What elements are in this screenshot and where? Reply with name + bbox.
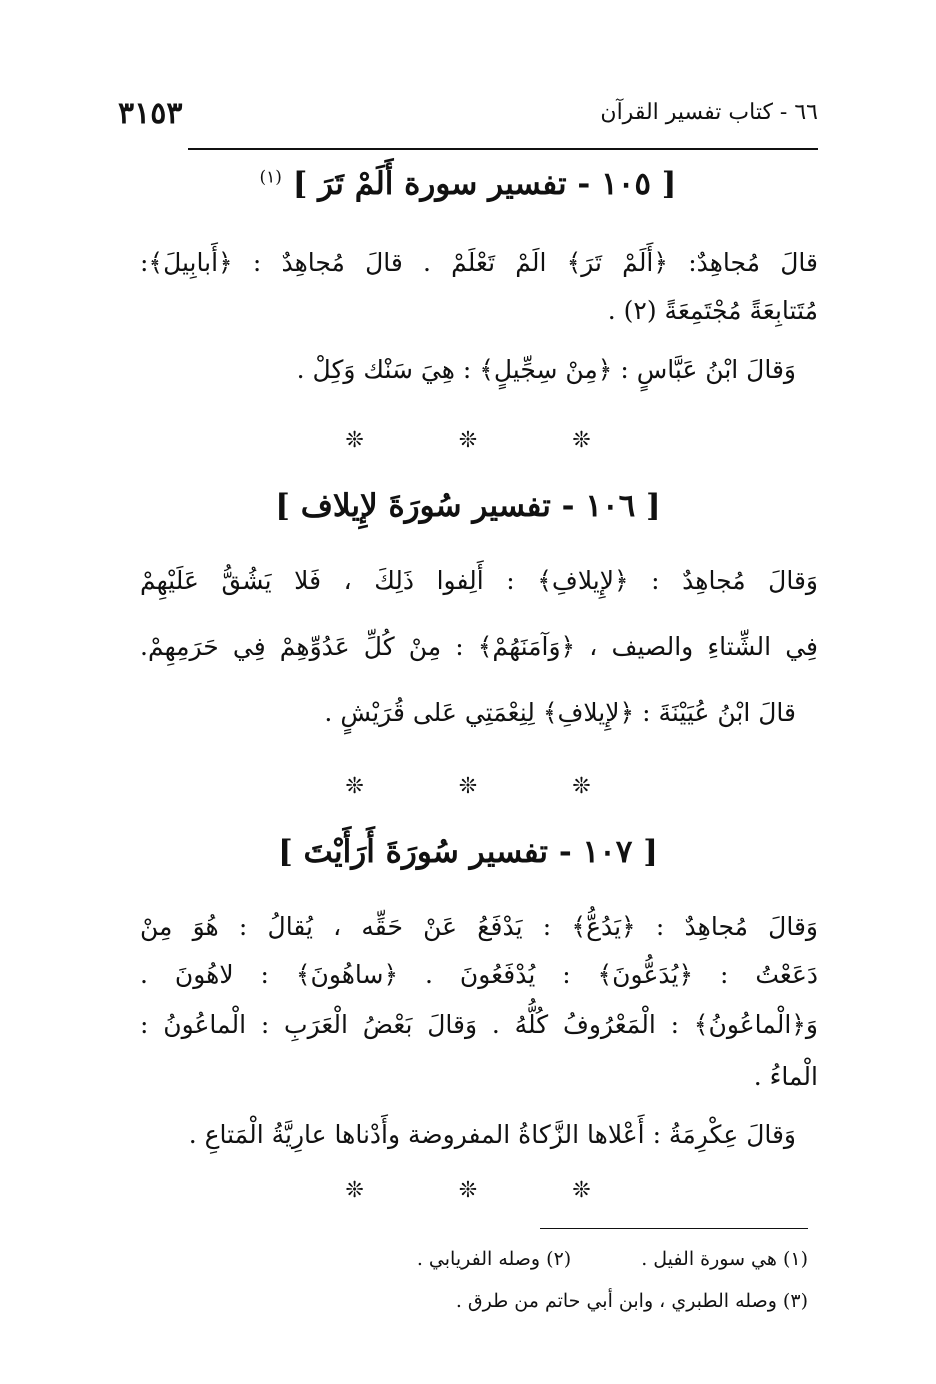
footnote-rule [540,1228,808,1229]
text-line: مُتَتابِعَةً مُجْتَمِعَةً (٢) . [607,296,818,325]
heading-footnote-ref: (١) [259,167,282,188]
text-line: قالَ ابْنُ عُيَيْنَةَ : ﴿لإِيلافِ﴾ لِنِعْمَتِي عَلى قُرَيْشٍ . [324,698,796,727]
section-separator: ❊ ❊ ❊ [345,774,635,799]
heading-text: [ ١٠٧ - تفسير سُورَةَ أَرَأَيْتَ ] [278,834,658,870]
heading-text: [ ١٠٥ - تفسير سورة أَلَمْ تَرَ ] [292,166,677,202]
text-line: وَقالَ مُجاهِدٌ : ﴿يَدُعُّ﴾ : يَدْفَعُ عَنْ حَقِّه ، يُقالُ : هُوَ مِنْ [140,912,818,941]
section-separator: ❊ ❊ ❊ [345,428,635,453]
page-number: ٣١٥٣ [118,96,183,131]
section-heading-107 [0,834,936,870]
footnote-1: (١) هي سورة الفيل . [641,1248,808,1270]
header-rule [188,148,818,150]
text-line: وَقالَ عِكْرِمَةُ : أَعْلاها الزَّكاةُ المفروضة وأَدْناها عارِيَّةُ الْمَتاعِ . [188,1120,796,1149]
text-line: وَ﴿الْماعُونُ﴾ : الْمَعْرُوفُ كُلُّهُ . وَقالَ بَعْضُ الْعَرَبِ : الْماعُونُ : [140,1010,818,1039]
text-line: وَقالَ مُجاهِدٌ : ﴿لإِيلافِ﴾ : أَلِفوا ذَلِكَ ، فَلا يَشُقُّ عَلَيْهِمْ [140,566,818,595]
text-line: وَقالَ ابْنُ عَبَّاسٍ : ﴿مِنْ سِجِّيلٍ﴾ : هِيَ سَنْك وَكِلْ . [296,355,796,384]
text-line: الْماءُ . [753,1062,818,1091]
footnote-3: (٣) وصله الطبري ، وابن أبي حاتم من طرق . [455,1290,808,1312]
heading-text: [ ١٠٦ - تفسير سُورَةَ لإِيلاف ] [275,488,661,524]
section-heading-106 [0,488,936,524]
section-separator: ❊ ❊ ❊ [345,1178,635,1203]
section-heading-105 [0,166,936,202]
running-title: ٦٦ - كتاب تفسير القرآن [600,100,818,125]
text-line: فِي الشِّتاءِ والصيف ، ﴿وَآمَنَهُمْ﴾ : مِنْ كُلِّ عَدُوِّهِمْ فِي حَرَمِهِمْ. [140,632,818,661]
footnote-line-1 [417,1248,808,1270]
footnote-2: (٢) وصله الفريابي . [416,1248,572,1270]
text-line: دَعَعْتُ : ﴿يُدَعُّونَ﴾ : يُدْفَعُونَ . ﴿ساهُونَ﴾ : لاهُونَ . [140,960,818,989]
text-line: قالَ مُجاهِدٌ: ﴿أَلَمْ تَرَ﴾ الَمْ تَعْلَمْ . قالَ مُجاهِدٌ : ﴿أَبابِيلَ﴾: [140,248,818,277]
